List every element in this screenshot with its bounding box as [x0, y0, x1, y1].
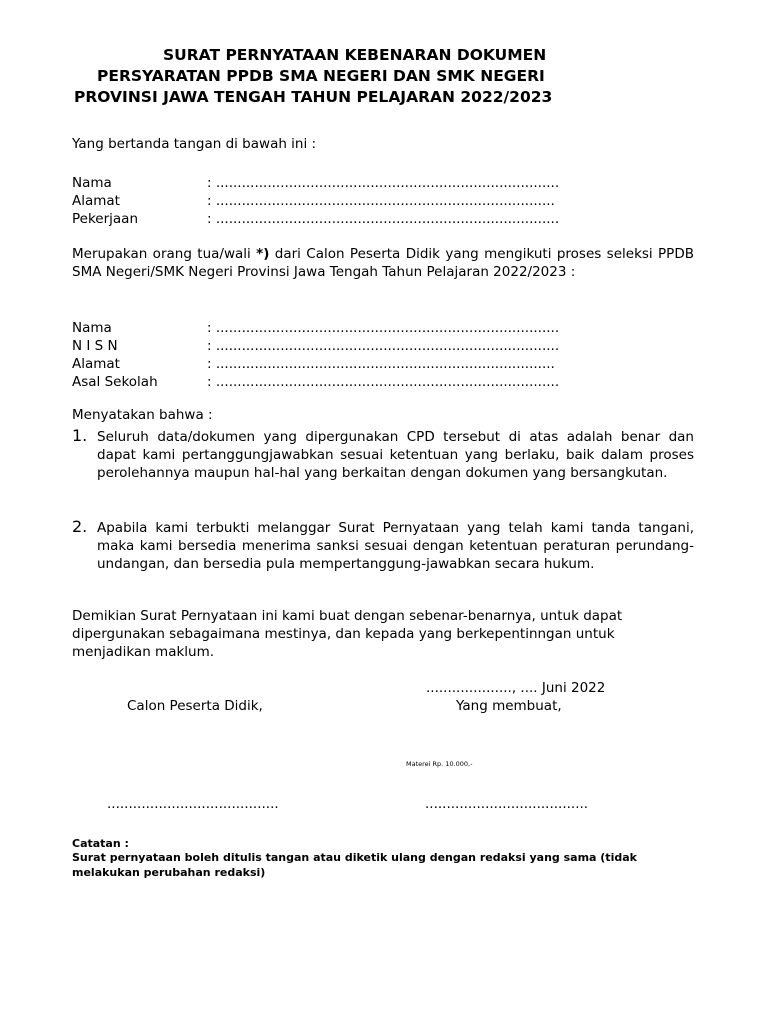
declaration-number-2: 2. [72, 517, 88, 536]
signature-right-title: Yang membuat, [456, 698, 562, 714]
declaration-heading: Menyatakan bahwa : [72, 407, 213, 423]
note-heading: Catatan : [72, 837, 129, 850]
student-value-alamat: : ............................................................................... [207, 356, 555, 372]
student-label-alamat: Alamat [72, 356, 120, 372]
guardian-statement [72, 245, 694, 281]
declaration-number-1: 1. [72, 426, 88, 445]
signer-value-nama: : ................................................................................ [207, 175, 560, 191]
guardian-statement-after: dari Calon Peserta Didik yang mengikuti proses seleksi PPDB SMA Negeri/SMK Negeri Provinsi Jawa Tengah Tahun Pelajaran 2022/2023 : [72, 246, 694, 280]
signer-label-pekerjaan: Pekerjaan [72, 211, 139, 227]
signature-left-line: ........................................ [107, 796, 279, 812]
student-value-nisn: : ................................................................................ [207, 338, 560, 354]
student-value-nama: : ................................................................................ [207, 320, 560, 336]
closing-paragraph: Demikian Surat Pernyataan ini kami buat dengan sebenar-benarnya, untuk dapat dipergunakan sebagaimana mestinya, dan kepada yang berkepentinngan untuk menjadikan maklum. [72, 608, 623, 660]
signer-value-alamat: : ............................................................................... [207, 193, 555, 209]
student-value-asal-sekolah: : ................................................................................ [207, 374, 560, 390]
signature-left-title: Calon Peserta Didik, [127, 698, 263, 714]
title-line-3: PROVINSI JAWA TENGAH TAHUN PELAJARAN 2022/2023 [74, 88, 553, 106]
stamp-note: Materei Rp. 10.000,- [406, 760, 473, 768]
signer-value-pekerjaan: : ................................................................................ [207, 211, 560, 227]
student-label-nama: Nama [72, 320, 112, 336]
student-label-nisn: N I S N [72, 338, 118, 354]
signer-label-nama: Nama [72, 175, 112, 191]
signature-right-line: ...................................... [425, 796, 589, 812]
intro-text: Yang bertanda tangan di bawah ini : [72, 136, 317, 152]
signer-label-alamat: Alamat [72, 193, 120, 209]
title-line-2: PERSYARATAN PPDB SMA NEGERI DAN SMK NEGERI [97, 67, 545, 85]
title-line-1: SURAT PERNYATAAN KEBENARAN DOKUMEN [163, 46, 547, 64]
guardian-statement-before: Merupakan orang tua/wali [72, 246, 257, 262]
declaration-text-1: Seluruh data/dokumen yang dipergunakan CPD tersebut di atas adalah benar dan dapat kami pertanggungjawabkan sesuai ketentuan yang berlaku, baik dalam proses perolehannya maupun hal-hal yang berkaitan dengan dokumen yang bersangkutan. [97, 429, 694, 481]
student-label-asal-sekolah: Asal Sekolah [72, 374, 158, 390]
note-text: Surat pernyataan boleh ditulis tangan atau diketik ulang dengan redaksi yang sama (tidak melakukan perubahan redaksi) [72, 851, 637, 879]
date-line: ...................., .... Juni 2022 [426, 680, 606, 696]
guardian-marker: *) [256, 246, 270, 262]
declaration-text-2: Apabila kami terbukti melanggar Surat Pernyataan yang telah kami tanda tangani, maka kami bersedia menerima sanksi sesuai dengan ketentuan peraturan perundang-undangan, dan bersedia pula mempertanggung-jawabkan secara hukum. [97, 520, 694, 572]
